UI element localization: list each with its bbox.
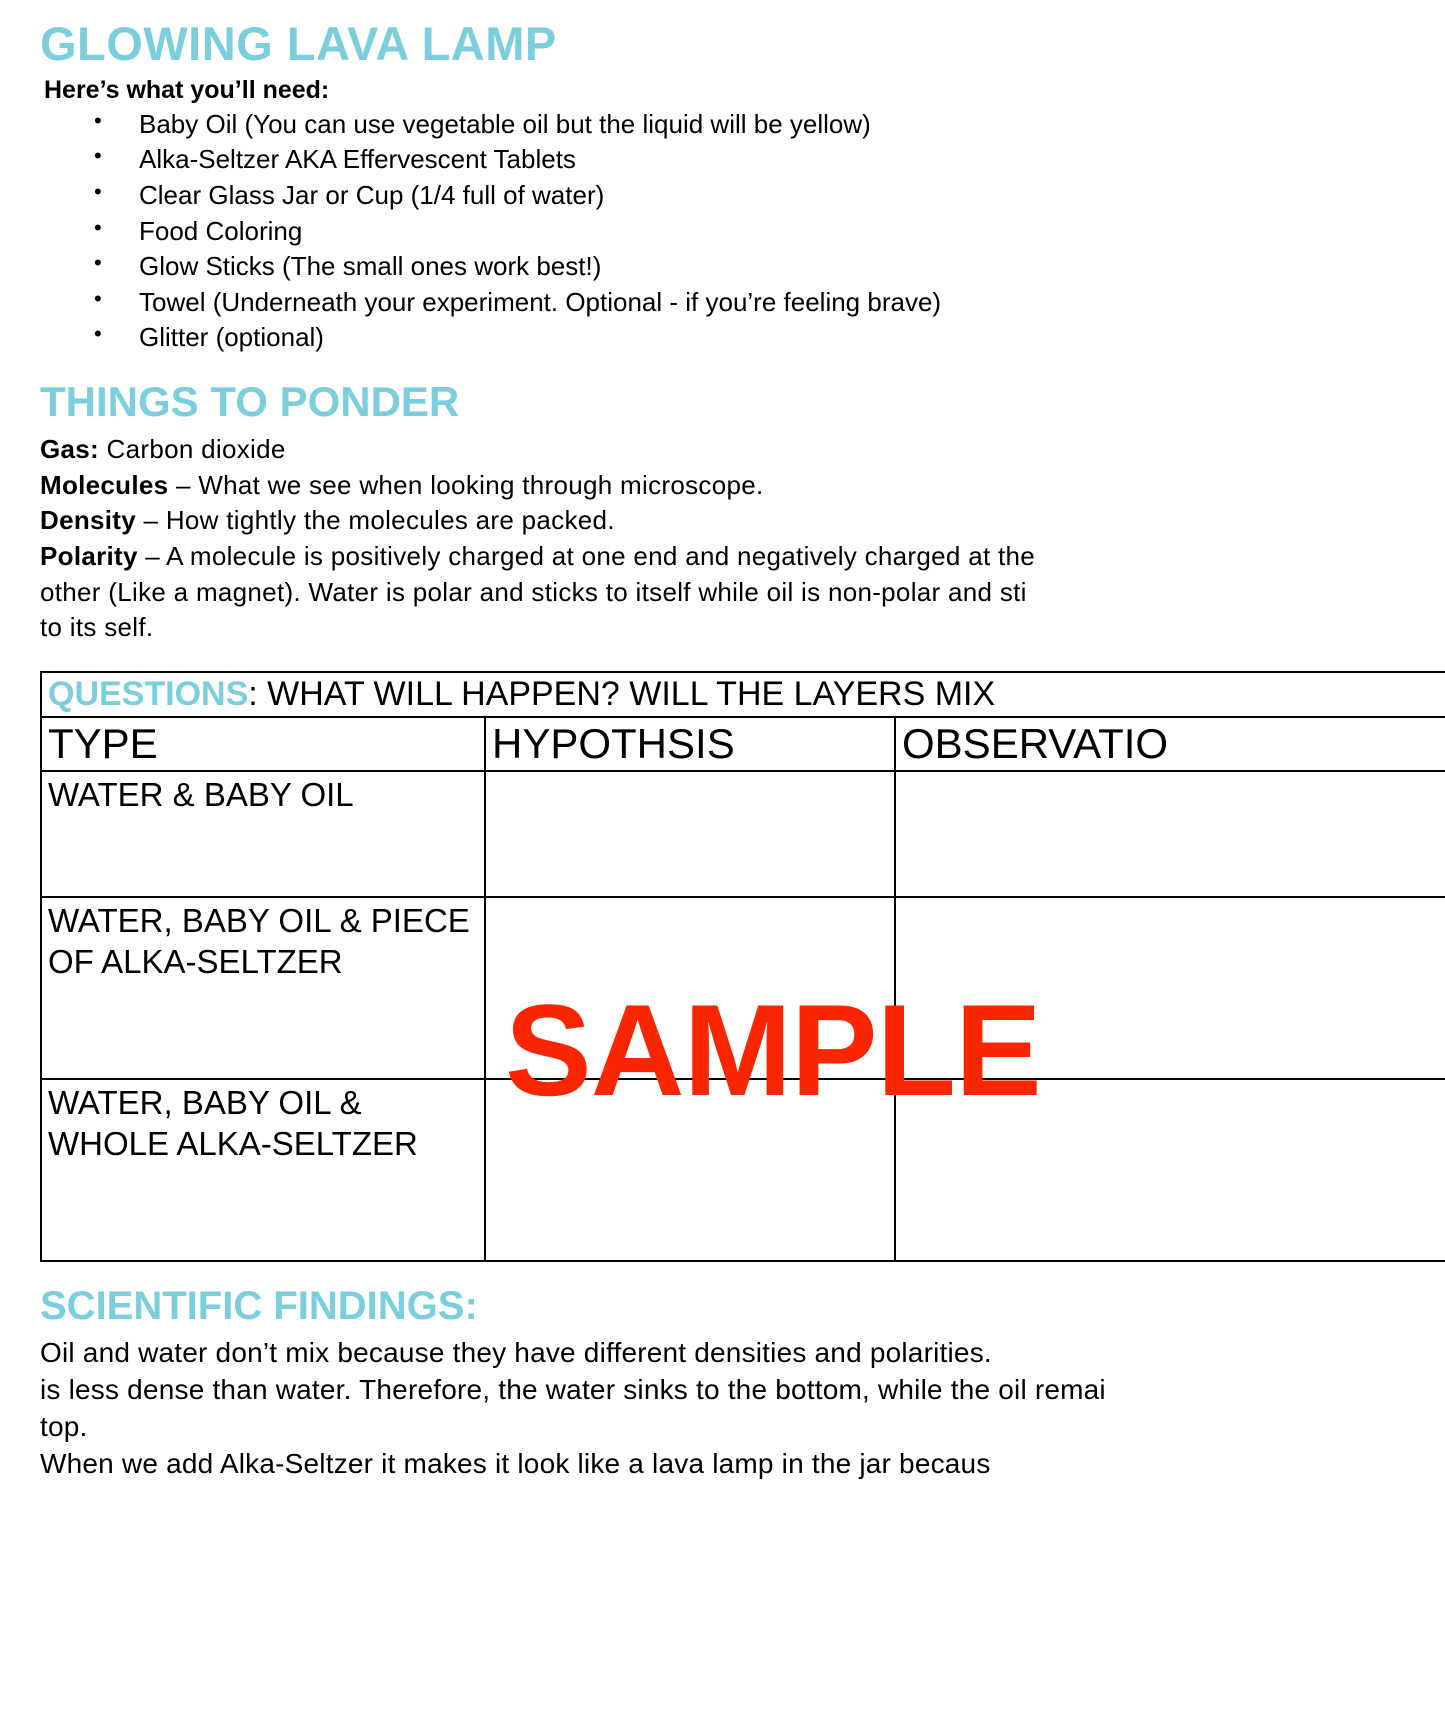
- table-row: [41, 897, 1445, 1079]
- definition-molecules: [40, 468, 1445, 503]
- findings-line: Oil and water don’t mix because they have different densities and polarities.: [40, 1336, 992, 1368]
- column-header-observation: OBSERVATIO: [895, 717, 1445, 771]
- row-observation-cell[interactable]: [895, 1079, 1445, 1261]
- findings-line: When we add Alka-Seltzer it makes it look like a lava lamp in the jar becaus: [40, 1447, 991, 1479]
- definition-text: – What we see when looking through microscope.: [168, 469, 764, 500]
- materials-list: [40, 107, 1445, 356]
- experiment-table: [40, 671, 1445, 1262]
- scientific-findings-heading: SCIENTIFIC FINDINGS:: [40, 1283, 478, 1328]
- definition-text: – A molecule is positively charged at one end and negatively charged at the: [137, 540, 1036, 571]
- definition-polarity: [40, 539, 1445, 574]
- definition-density: [40, 503, 1445, 538]
- page-title: GLOWING LAVA LAMP: [40, 17, 557, 70]
- list-item: • Glow Sticks (The small ones work best!): [94, 249, 1445, 285]
- list-item: • Alka-Seltzer AKA Effervescent Tablets: [94, 142, 1445, 178]
- definition-polarity-line2: other (Like a magnet). Water is polar and sticks to itself while oil is non-polar and sti: [40, 576, 1027, 607]
- table-row-questions: [41, 672, 1445, 717]
- column-header-hypothesis: HYPOTHSIS: [485, 717, 895, 771]
- materials-label: Here’s what you’ll need:: [44, 75, 330, 104]
- findings-line: is less dense than water. Therefore, the water sinks to the bottom, while the oil remai: [40, 1373, 1106, 1405]
- column-header-type: TYPE: [41, 717, 485, 771]
- row-hypothesis-cell[interactable]: [485, 771, 895, 897]
- table-row: [41, 1079, 1445, 1261]
- table-row: [41, 771, 1445, 897]
- list-item: • Towel (Underneath your experiment. Optional - if you’re feeling brave): [94, 285, 1445, 321]
- definition-term: Density: [40, 505, 137, 536]
- row-type-label: WATER & BABY OIL: [41, 771, 485, 897]
- row-observation-cell[interactable]: [895, 771, 1445, 897]
- things-to-ponder-heading: THINGS TO PONDER: [40, 377, 460, 425]
- findings-line: top.: [40, 1410, 88, 1442]
- definition-text: – How tightly the molecules are packed.: [136, 505, 615, 536]
- list-item: • Food Coloring: [94, 214, 1445, 250]
- questions-label: QUESTIONS: [48, 674, 249, 713]
- row-hypothesis-cell[interactable]: [485, 1079, 895, 1261]
- scientific-findings-body: [40, 1335, 1445, 1483]
- table-header-row: [41, 717, 1445, 771]
- definition-term: Molecules: [40, 469, 169, 500]
- sample-watermark: SAMPLE: [505, 977, 1041, 1123]
- definition-term: Polarity: [40, 540, 138, 571]
- definition-gas: [40, 432, 1445, 467]
- row-observation-cell[interactable]: [895, 897, 1445, 1079]
- questions-cell: [41, 672, 1445, 717]
- list-item: • Glitter (optional): [94, 320, 1445, 356]
- questions-text: : WHAT WILL HAPPEN? WILL THE LAYERS MIX: [248, 674, 996, 713]
- row-hypothesis-cell[interactable]: [485, 897, 895, 1079]
- row-type-label: WATER, BABY OIL & PIECE OF ALKA-SELTZER: [41, 897, 485, 1079]
- list-item: • Baby Oil (You can use vegetable oil but the liquid will be yellow): [94, 107, 1445, 143]
- definition-polarity-line3: to its self.: [40, 612, 154, 643]
- definition-text: Carbon dioxide: [99, 434, 286, 465]
- ponder-definitions: [40, 432, 1445, 644]
- definition-term: Gas:: [40, 434, 100, 465]
- list-item: • Clear Glass Jar or Cup (1/4 full of water): [94, 178, 1445, 214]
- row-type-label: WATER, BABY OIL & WHOLE ALKA-SELTZER: [41, 1079, 485, 1261]
